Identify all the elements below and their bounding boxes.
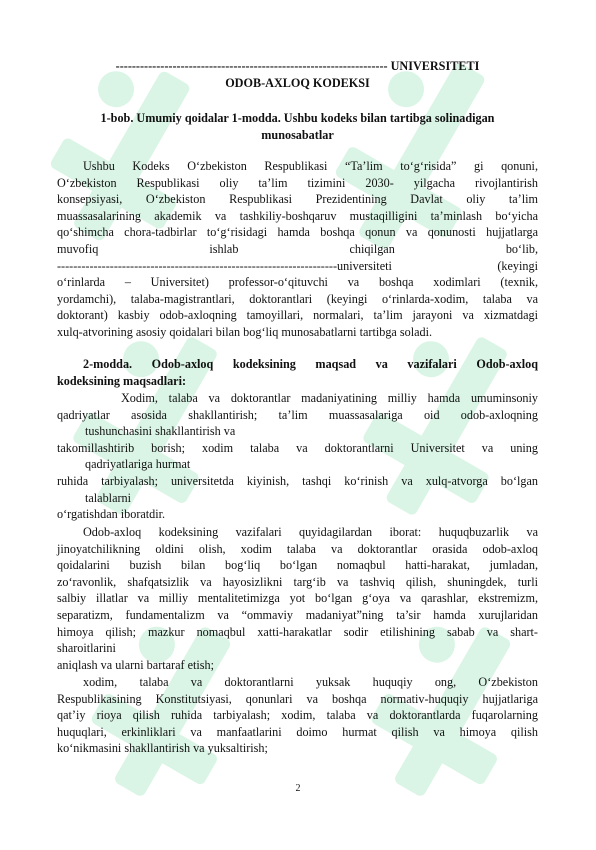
text-line: o‘rinlarda – Universitet) professor-o‘qituvchi va boshqa xodimlari (texnik, — [57, 275, 538, 290]
text-line: separatizm, fundamentalizm va “ommaviy madaniyat”ning ta’sir hamda xurujlaridan — [57, 607, 538, 622]
title-line: ODOB-AXLOQ KODEKSI — [225, 75, 370, 90]
text-line: takomillashtirib borish; xodim talaba va doktorantlarni Universitet va uning — [57, 440, 538, 455]
text-line: yordamchi), talaba-magistrantlari, doktorantlari (keyingi o‘rinlarda-xodim, talaba va — [57, 291, 538, 306]
chapter-heading — [57, 110, 538, 143]
text-line: O‘zbekiston Respublikasi oliy ta’lim tizimini 2030- yilgacha rivojlantirish — [57, 175, 538, 190]
text-line: huquqlari, erkinliklari va manfaatlarini doimo hurmat qilish va himoya qilish — [57, 724, 538, 739]
text-line: ko‘nikmasini shakllantirish va yuksaltirish; — [57, 741, 268, 756]
document-title — [57, 58, 538, 91]
text-line: muvofiq ishlab chiqilgan bo‘lib, — [57, 241, 538, 256]
title-line: ------------------------------------------------------------------- UNIVERSITETI — [115, 59, 480, 73]
text-line: xodim, talaba va doktorantlarni yuksak huquqiy ong, O‘zbekiston — [83, 675, 538, 689]
text-line: konsepsiyasi, O‘zbekiston Respublikasi Prezidentining Davlat oliy ta’lim — [57, 192, 538, 207]
text-line: qo‘shimcha chora-tadbirlar to‘g‘risidagi hamda boshqa qonun va qonunosti hujjatlarga — [57, 225, 538, 240]
text-line: himoya qilish; mazkur nomaqbul xatti-harakatlar sodir etilishining sabab va shart- — [57, 624, 538, 639]
text-line: qat’iy rioya qilish ruhida tarbiyalash; xodim, talaba va doktorantlarda fuqarolarning — [57, 708, 538, 723]
text-line: Respublikasining Konstitutsiyasi, qonunlari va boshqa normativ-huquqiy hujjatlariga — [57, 691, 538, 706]
text-line: sharoitlarini — [57, 641, 116, 656]
text-line: qadriyatlar asosida shakllantirish; ta’lim muassasalariga oid odob-axloqning — [57, 407, 538, 422]
article2-heading — [57, 356, 538, 389]
text-line: zo‘ravonlik, shafqatsizlik va hayosizlikni targ‘ib va tashviq qilish, shuningdek, turli — [57, 574, 538, 589]
text-line: Ushbu Kodeks O‘zbekiston Respublikasi “Ta’lim to‘g‘risida” gi qonuni, — [83, 159, 538, 173]
text-line: Xodim, talaba va doktorantlar madaniyatining milliy hamda umuminsoniy — [121, 391, 538, 405]
text-line: ruhida tarbiyalash; universitetda kiyinish, tashqi ko‘rinish va xulq-atvorga bo‘lgan — [57, 473, 538, 488]
text-line: aniqlash va ularni bartaraf etish; — [57, 657, 215, 672]
text-line: o‘rgatishdan iboratdir. — [57, 507, 166, 522]
text-line: doktorant) kasbiy odob-axloqning tamoyillari, normalari, ta’lim jarayoni va xizmatdagi — [57, 308, 538, 323]
text-line: xulq-atvorining asosiy qoidalari bilan bog‘liq munosabatlarni tartibga soladi. — [57, 324, 433, 339]
heading-line: kodeksining maqsadlari: — [57, 373, 187, 388]
text-line: qoidalarini buzish bilan bog‘liq bo‘lgan nomaqbul hatti-harakat, jumladan, — [57, 558, 538, 573]
article1-paragraph — [57, 158, 538, 341]
chapter-line: 1-bob. Umumiy qoidalar 1-modda. Ushbu kodeks bilan tartibga solinadigan — [100, 111, 495, 125]
heading-line: 2-modda. Odob-axloq kodeksining maqsad va vazifalari Odob-axloq — [83, 357, 538, 371]
chapter-line: munosabatlar — [261, 127, 334, 142]
text-line: qadriyatlariga hurmat — [85, 457, 191, 472]
text-line: muassasalarining akademik va tashkiliy-boshqaruv mustaqilligini ta’minlash bo‘yicha — [57, 208, 538, 223]
text-line: salbiy illatlar va milliy mentalitetimizga yot bo‘lgan g‘oya va qarashlar, ekstremizm, — [57, 591, 538, 606]
text-line: jinoyatchilikning oldini olish, xodim talaba va doktorantlar orasida odob-axloq — [57, 541, 538, 556]
article2-goals — [57, 390, 538, 523]
text-line: tushunchasini shakllantirish va — [85, 424, 236, 439]
text-line: ---------------------------------------------------------------------universiteti (keyingi — [57, 258, 538, 273]
text-line: Odob-axloq kodeksining vazifalari quyidagilardan iborat: huquqbuzarlik va — [83, 525, 538, 539]
article2-education — [57, 674, 538, 757]
article2-tasks — [57, 524, 538, 673]
text-line: talablarni — [85, 490, 132, 505]
page-number: 2 — [295, 783, 301, 794]
